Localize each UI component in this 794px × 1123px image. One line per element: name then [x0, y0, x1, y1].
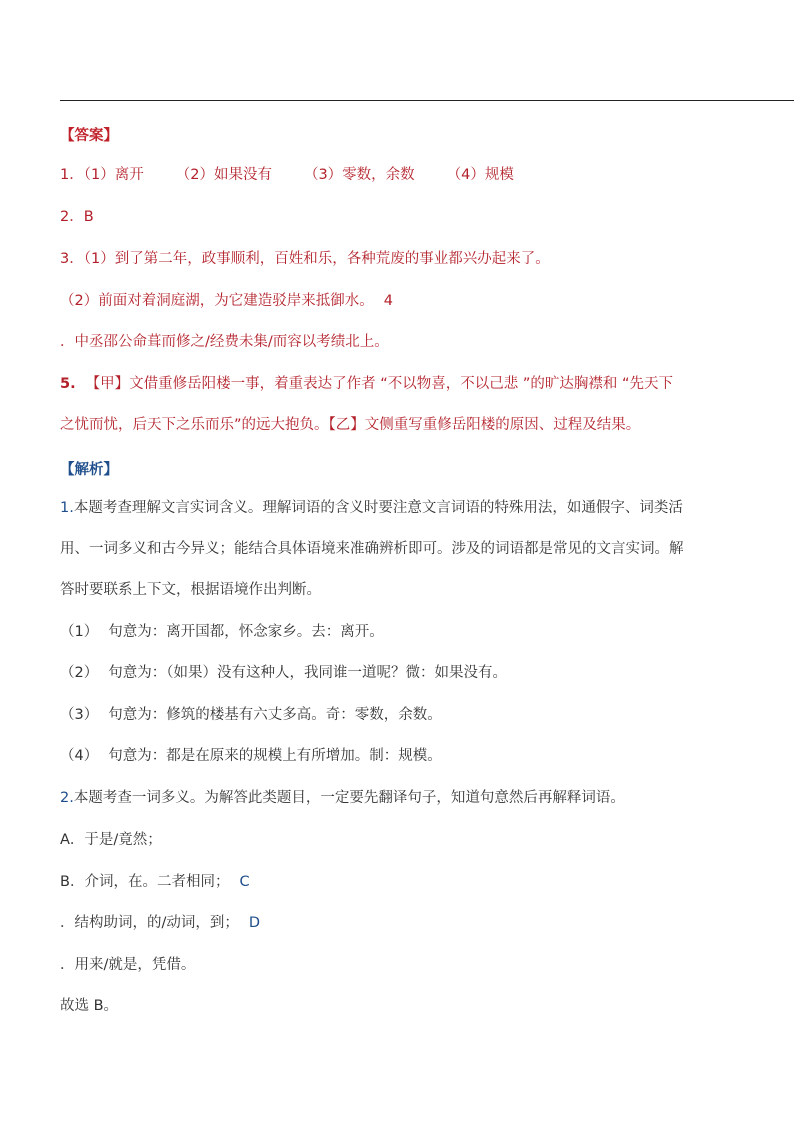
answer-q4-line: ．中丞邵公命葺而修之/经费未集/而容以考绩北上。: [60, 334, 389, 350]
answer-q4-number: 4: [383, 293, 393, 309]
answer-q3-line2: [60, 291, 393, 311]
analysis-item-3-number: （3）: [60, 707, 99, 723]
answer-q1-number: 1．: [60, 167, 84, 183]
analysis-p2-text: 本题考查一词多义。为解答此类题目，一定要先翻译句子，知道句意然后再解释词语。: [73, 790, 625, 806]
answer-q2: 2．B: [60, 209, 94, 225]
analysis-option-c: [60, 913, 260, 933]
analysis-final-choice: 故选 B。: [60, 998, 119, 1014]
answer-q1-item-1: （1）离开: [83, 167, 144, 183]
analysis-option-b-text: B．介词，在。二者相同；: [60, 874, 230, 890]
analysis-item-1: [60, 622, 384, 642]
answer-q1-item-3: （3）零数，余数: [303, 167, 415, 183]
analysis-p1-number: 1.: [60, 500, 74, 516]
answer-q1-item-4: （4）规模: [446, 167, 514, 183]
analysis-item-4: [60, 746, 442, 766]
analysis-p1-line1: [60, 498, 683, 518]
analysis-item-3: [60, 705, 442, 725]
answer-q5-number: 5.: [60, 376, 76, 392]
analysis-item-4-text: 句意为：都是在原来的规模上有所增加。制：规模。: [108, 748, 442, 764]
analysis-p1-text-line1: 本题考查理解文言实词含义。理解词语的含义时要注意文言词语的特殊用法，如通假字、词类活: [73, 500, 683, 516]
analysis-option-d: ．用来/就是，凭借。: [60, 957, 196, 973]
analysis-item-1-number: （1）: [60, 624, 99, 640]
analysis-item-4-number: （4）: [60, 748, 99, 764]
answer-q3-line2-text: （2）前面对着洞庭湖，为它建造驳岸来抵御水。: [60, 293, 374, 309]
analysis-option-c-letter: C: [239, 874, 250, 890]
answer-q1: [60, 165, 514, 185]
analysis-option-a: A．于是/竟然；: [60, 832, 162, 848]
analysis-item-2-number: （2）: [60, 665, 99, 681]
header-divider: [60, 100, 794, 101]
analysis-item-1-text: 句意为：离开国都，怀念家乡。去：离开。: [108, 624, 384, 640]
analysis-p1-line3: 答时要联系上下文，根据语境作出判断。: [60, 582, 321, 598]
answer-q3-line1: 3．（1）到了第二年，政事顺利，百姓和乐，各种荒废的事业都兴办起来了。: [60, 251, 550, 267]
analysis-option-b: [60, 872, 250, 892]
analysis-item-2: [60, 663, 507, 683]
answer-heading: 【答案】: [60, 128, 118, 144]
answer-q1-item-2: （2）如果没有: [175, 167, 272, 183]
analysis-item-2-text: 句意为：（如果）没有这种人，我同谁一道呢？微：如果没有。: [108, 665, 507, 681]
analysis-heading: 【解析】: [60, 462, 118, 478]
analysis-p2-number: 2.: [60, 790, 74, 806]
answer-q5-text-line1: 【甲】文借重修岳阳楼一事，着重表达了作者 “不以物喜，不以己悲 ”的旷达胸襟和 “先天下: [85, 376, 673, 392]
analysis-p2-line1: [60, 788, 625, 808]
answer-q5-line1: [60, 374, 673, 394]
answer-q5-line2: 之忧而忧，后天下之乐而乐”的远大抱负。【乙】文侧重写重修岳阳楼的原因、过程及结果。: [60, 417, 641, 433]
analysis-option-d-letter: D: [248, 915, 261, 931]
analysis-p1-line2: 用、一词多义和古今异义；能结合具体语境来准确辨析即可。涉及的词语都是常见的文言实词。解: [60, 541, 684, 557]
analysis-item-3-text: 句意为：修筑的楼基有六丈多高。奇：零数，余数。: [108, 707, 442, 723]
analysis-option-c-text: ．结构助词，的/动词，到；: [60, 915, 239, 931]
